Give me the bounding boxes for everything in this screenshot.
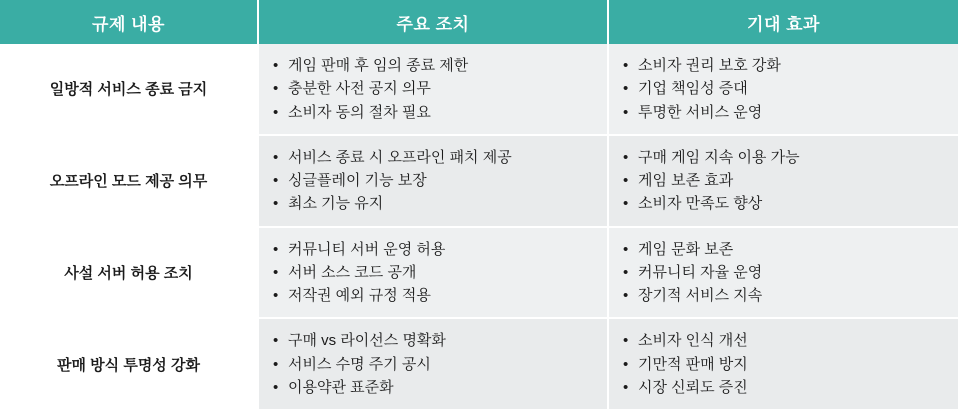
row-measures <box>258 227 608 319</box>
list-item: • 구매 게임 지속 이용 가능 <box>623 146 944 169</box>
effects-list <box>623 54 944 124</box>
row-effects <box>608 44 958 135</box>
list-item: • 장기적 서비스 지속 <box>623 284 944 307</box>
table-row <box>0 227 958 319</box>
list-item: • 게임 보존 효과 <box>623 169 944 192</box>
list-item: • 구매 vs 라이선스 명확화 <box>273 329 593 352</box>
list-item: • 이용약관 표준화 <box>273 376 593 399</box>
measures-list <box>273 238 593 308</box>
list-item: • 싱글플레이 기능 보장 <box>273 169 593 192</box>
list-item: • 소비자 동의 절차 필요 <box>273 101 593 124</box>
table-header <box>0 0 958 44</box>
row-category: 판매 방식 투명성 강화 <box>0 318 258 410</box>
row-effects <box>608 135 958 227</box>
row-category: 사설 서버 허용 조치 <box>0 227 258 319</box>
list-item: • 서비스 수명 주기 공시 <box>273 353 593 376</box>
list-item: • 커뮤니티 자율 운영 <box>623 261 944 284</box>
row-measures <box>258 44 608 135</box>
list-item: • 게임 판매 후 임의 종료 제한 <box>273 54 593 77</box>
list-item: • 소비자 만족도 향상 <box>623 192 944 215</box>
list-item: • 커뮤니티 서버 운영 허용 <box>273 238 593 261</box>
list-item: • 저작권 예외 규정 적용 <box>273 284 593 307</box>
list-item: • 최소 기능 유지 <box>273 192 593 215</box>
row-measures <box>258 135 608 227</box>
measures-list <box>273 146 593 216</box>
table-row <box>0 135 958 227</box>
row-category: 일방적 서비스 종료 금지 <box>0 44 258 135</box>
measures-list <box>273 54 593 124</box>
column-header-measures: 주요 조치 <box>258 0 608 44</box>
table-row <box>0 318 958 410</box>
list-item: • 서비스 종료 시 오프라인 패치 제공 <box>273 146 593 169</box>
column-header-effects: 기대 효과 <box>608 0 958 44</box>
table-row <box>0 44 958 135</box>
effects-list <box>623 329 944 399</box>
list-item: • 게임 문화 보존 <box>623 238 944 261</box>
list-item: • 기만적 판매 방지 <box>623 353 944 376</box>
row-effects <box>608 227 958 319</box>
list-item: • 서버 소스 코드 공개 <box>273 261 593 284</box>
effects-list <box>623 238 944 308</box>
row-measures <box>258 318 608 410</box>
list-item: • 투명한 서비스 운영 <box>623 101 944 124</box>
list-item: • 소비자 권리 보호 강화 <box>623 54 944 77</box>
measures-list <box>273 329 593 399</box>
list-item: • 소비자 인식 개선 <box>623 329 944 352</box>
effects-list <box>623 146 944 216</box>
table-header-row <box>0 0 958 44</box>
list-item: • 시장 신뢰도 증진 <box>623 376 944 399</box>
table-body <box>0 44 958 410</box>
row-category: 오프라인 모드 제공 의무 <box>0 135 258 227</box>
column-header-regulation: 규제 내용 <box>0 0 258 44</box>
list-item: • 충분한 사전 공지 의무 <box>273 77 593 100</box>
list-item: • 기업 책임성 증대 <box>623 77 944 100</box>
row-effects <box>608 318 958 410</box>
